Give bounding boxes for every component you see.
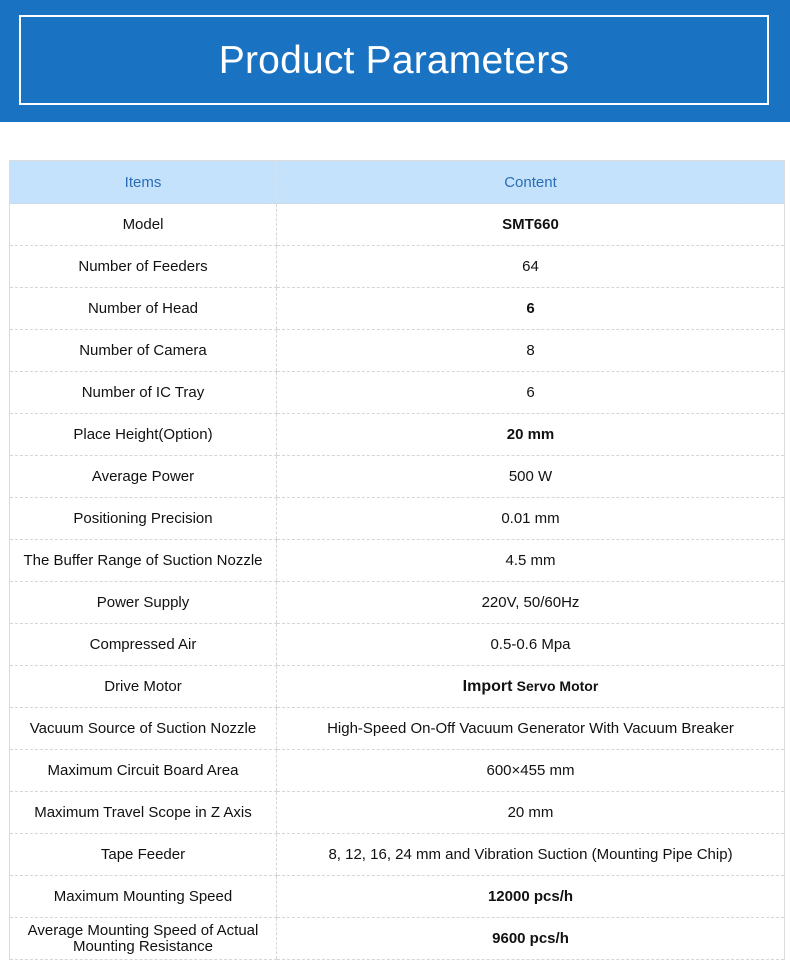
row-item-label: Power Supply bbox=[10, 582, 277, 624]
title-banner bbox=[0, 0, 790, 122]
product-parameters-table bbox=[9, 160, 785, 960]
page-title: Product Parameters bbox=[218, 39, 570, 82]
row-content-value: 64 bbox=[277, 246, 785, 288]
row-content-value: 9600 pcs/h bbox=[277, 918, 785, 960]
row-item-label: Tape Feeder bbox=[10, 834, 277, 876]
row-content-value: 6 bbox=[277, 288, 785, 330]
title-frame bbox=[19, 15, 769, 105]
row-content-value: 0.01 mm bbox=[277, 498, 785, 540]
row-item-label: Average Power bbox=[10, 456, 277, 498]
row-item-label-line: Mounting Resistance bbox=[72, 937, 214, 955]
row-content-value: 12000 pcs/h bbox=[277, 876, 785, 918]
table-header-row bbox=[10, 161, 785, 204]
table-row bbox=[10, 414, 785, 456]
row-item-label: Place Height(Option) bbox=[10, 414, 277, 456]
row-item-label: Vacuum Source of Suction Nozzle bbox=[10, 708, 277, 750]
row-item-label: Number of Head bbox=[10, 288, 277, 330]
drive-motor-origin: Import bbox=[462, 678, 513, 695]
row-item-label bbox=[10, 918, 277, 960]
row-content-value: 8 bbox=[277, 330, 785, 372]
table-row bbox=[10, 288, 785, 330]
row-content-value: 600×455 mm bbox=[277, 750, 785, 792]
row-content-value: High-Speed On-Off Vacuum Generator With Vacuum Breaker bbox=[277, 708, 785, 750]
row-content-value: 6 bbox=[277, 372, 785, 414]
row-item-label: Number of Camera bbox=[10, 330, 277, 372]
row-item-label: Number of IC Tray bbox=[10, 372, 277, 414]
row-item-label: Maximum Circuit Board Area bbox=[10, 750, 277, 792]
row-item-label: Number of Feeders bbox=[10, 246, 277, 288]
row-item-label: Maximum Travel Scope in Z Axis bbox=[10, 792, 277, 834]
table-row bbox=[10, 624, 785, 666]
row-content-value: 220V, 50/60Hz bbox=[277, 582, 785, 624]
row-item-label: Compressed Air bbox=[10, 624, 277, 666]
table-row bbox=[10, 792, 785, 834]
row-content-value: 20 mm bbox=[277, 792, 785, 834]
table-row bbox=[10, 666, 785, 708]
table-row bbox=[10, 204, 785, 246]
row-item-label-line: Average Mounting Speed of Actual bbox=[27, 921, 259, 939]
table-row bbox=[10, 330, 785, 372]
row-content-value: 0.5-0.6 Mpa bbox=[277, 624, 785, 666]
column-header-items: Items bbox=[10, 161, 277, 204]
column-header-content: Content bbox=[277, 161, 785, 204]
row-content-value: 8, 12, 16, 24 mm and Vibration Suction (Mounting Pipe Chip) bbox=[277, 834, 785, 876]
table-row bbox=[10, 456, 785, 498]
row-content-value: 4.5 mm bbox=[277, 540, 785, 582]
row-item-label: The Buffer Range of Suction Nozzle bbox=[10, 540, 277, 582]
table-row bbox=[10, 918, 785, 960]
row-content-value: 500 W bbox=[277, 456, 785, 498]
row-item-label: Drive Motor bbox=[10, 666, 277, 708]
row-content-value: SMT660 bbox=[277, 204, 785, 246]
row-item-label: Positioning Precision bbox=[10, 498, 277, 540]
row-item-label: Model bbox=[10, 204, 277, 246]
row-item-label: Maximum Mounting Speed bbox=[10, 876, 277, 918]
table-row bbox=[10, 834, 785, 876]
table-row bbox=[10, 540, 785, 582]
table-row bbox=[10, 708, 785, 750]
row-content-value bbox=[277, 666, 785, 708]
table-row bbox=[10, 750, 785, 792]
table-row bbox=[10, 582, 785, 624]
table-row bbox=[10, 246, 785, 288]
row-content-value: 20 mm bbox=[277, 414, 785, 456]
table-row bbox=[10, 498, 785, 540]
table-row bbox=[10, 372, 785, 414]
table-row bbox=[10, 876, 785, 918]
drive-motor-type: Servo Motor bbox=[516, 678, 599, 694]
